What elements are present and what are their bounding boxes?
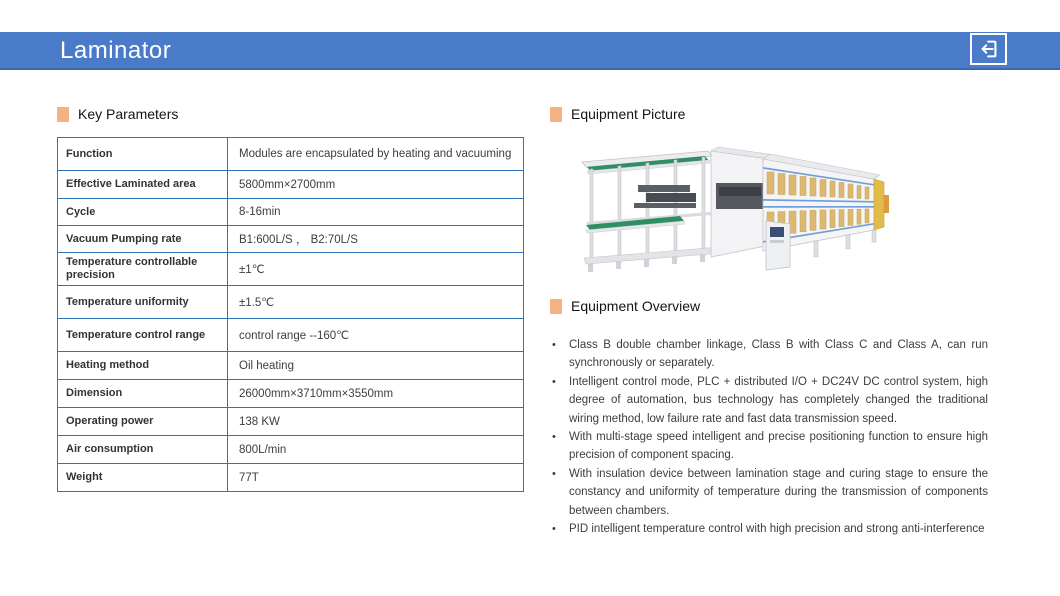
param-label: Temperature control range <box>66 328 206 341</box>
param-label: Function <box>66 147 113 160</box>
overview-bullet <box>550 336 988 373</box>
section-label: Equipment Overview <box>571 298 701 314</box>
param-label: Temperature uniformity <box>66 295 189 308</box>
param-value: 77T <box>227 464 523 491</box>
param-value: 8-16min <box>227 199 523 225</box>
param-label: Dimension <box>66 387 123 399</box>
param-row <box>58 463 523 491</box>
param-row <box>58 225 523 252</box>
bullet-text: With insulation device between lamination stage and curing stage to ensure the constancy and uniformity of temperature during the transmission of components between chambers. <box>569 467 988 517</box>
equipment-picture-image <box>578 127 903 295</box>
key-parameters-table <box>57 137 524 492</box>
param-value: 5800mm×2700mm <box>227 171 523 198</box>
param-row <box>58 252 523 285</box>
equipment-picture-heading <box>550 106 685 122</box>
param-label: Effective Laminated area <box>66 178 196 190</box>
equipment-overview-heading <box>550 298 700 314</box>
param-row <box>58 198 523 225</box>
bullet-dot: • <box>552 431 556 444</box>
param-value: control range --160℃ <box>227 319 523 351</box>
overview-bullet <box>550 428 988 465</box>
equipment-overview-list <box>550 336 988 538</box>
overview-bullet <box>550 465 988 520</box>
param-row <box>58 379 523 407</box>
param-label: Weight <box>66 471 103 483</box>
param-row <box>58 285 523 318</box>
param-label: Vacuum Pumping rate <box>66 232 182 245</box>
param-row <box>58 318 523 351</box>
section-label: Key Parameters <box>78 106 179 122</box>
param-value: B1:600L/S ， B2:70L/S <box>227 226 523 252</box>
param-row <box>58 138 523 170</box>
bullet-dot: • <box>552 523 556 536</box>
bullet-text: PID intelligent temperature control with high precision and strong anti-interference <box>569 523 985 536</box>
param-row <box>58 435 523 463</box>
overview-bullet <box>550 520 988 538</box>
param-value: 138 KW <box>227 408 523 435</box>
bullet-dot: • <box>552 339 556 351</box>
param-value: Oil heating <box>227 352 523 379</box>
param-label: Operating power <box>66 415 154 427</box>
param-value: Modules are encapsulated by heating and vacuuming <box>227 138 523 170</box>
param-label: Air consumption <box>66 443 154 455</box>
return-button[interactable] <box>970 33 1007 65</box>
bullet-dot: • <box>552 467 556 480</box>
page-title: Laminator <box>60 37 172 64</box>
param-value: 800L/min <box>227 436 523 463</box>
overview-bullet <box>550 373 988 428</box>
param-label: Temperature controllable precision <box>66 256 198 281</box>
orange-square-icon <box>550 107 562 122</box>
key-parameters-heading <box>57 106 178 122</box>
orange-square-icon <box>550 299 562 314</box>
orange-square-icon <box>57 107 69 122</box>
section-label: Equipment Picture <box>571 106 686 122</box>
bullet-text: Class B double chamber linkage, Class B with Class C and Class A, can run synchronously or separately. <box>569 339 988 370</box>
param-value: 26000mm×3710mm×3550mm <box>227 380 523 407</box>
bullet-text: Intelligent control mode, PLC + distributed I/O + DC24V DC control system, high degree of automation, bus technology has completely changed the traditional wiring method, low failure rate and fast data transmission speed. <box>569 375 988 425</box>
param-label: Heating method <box>66 359 150 371</box>
bullet-dot: • <box>552 375 556 388</box>
param-row <box>58 407 523 435</box>
param-row <box>58 170 523 198</box>
laminator-machine-illustration <box>578 127 903 295</box>
param-row <box>58 351 523 379</box>
param-label: Cycle <box>66 205 96 218</box>
param-value: ±1℃ <box>227 253 523 285</box>
bullet-text: With multi-stage speed intelligent and precise positioning function to ensure high precision of component spacing. <box>569 431 988 462</box>
return-arrow-icon <box>978 38 1000 60</box>
header-bar <box>0 32 1060 70</box>
param-value: ±1.5℃ <box>227 286 523 318</box>
